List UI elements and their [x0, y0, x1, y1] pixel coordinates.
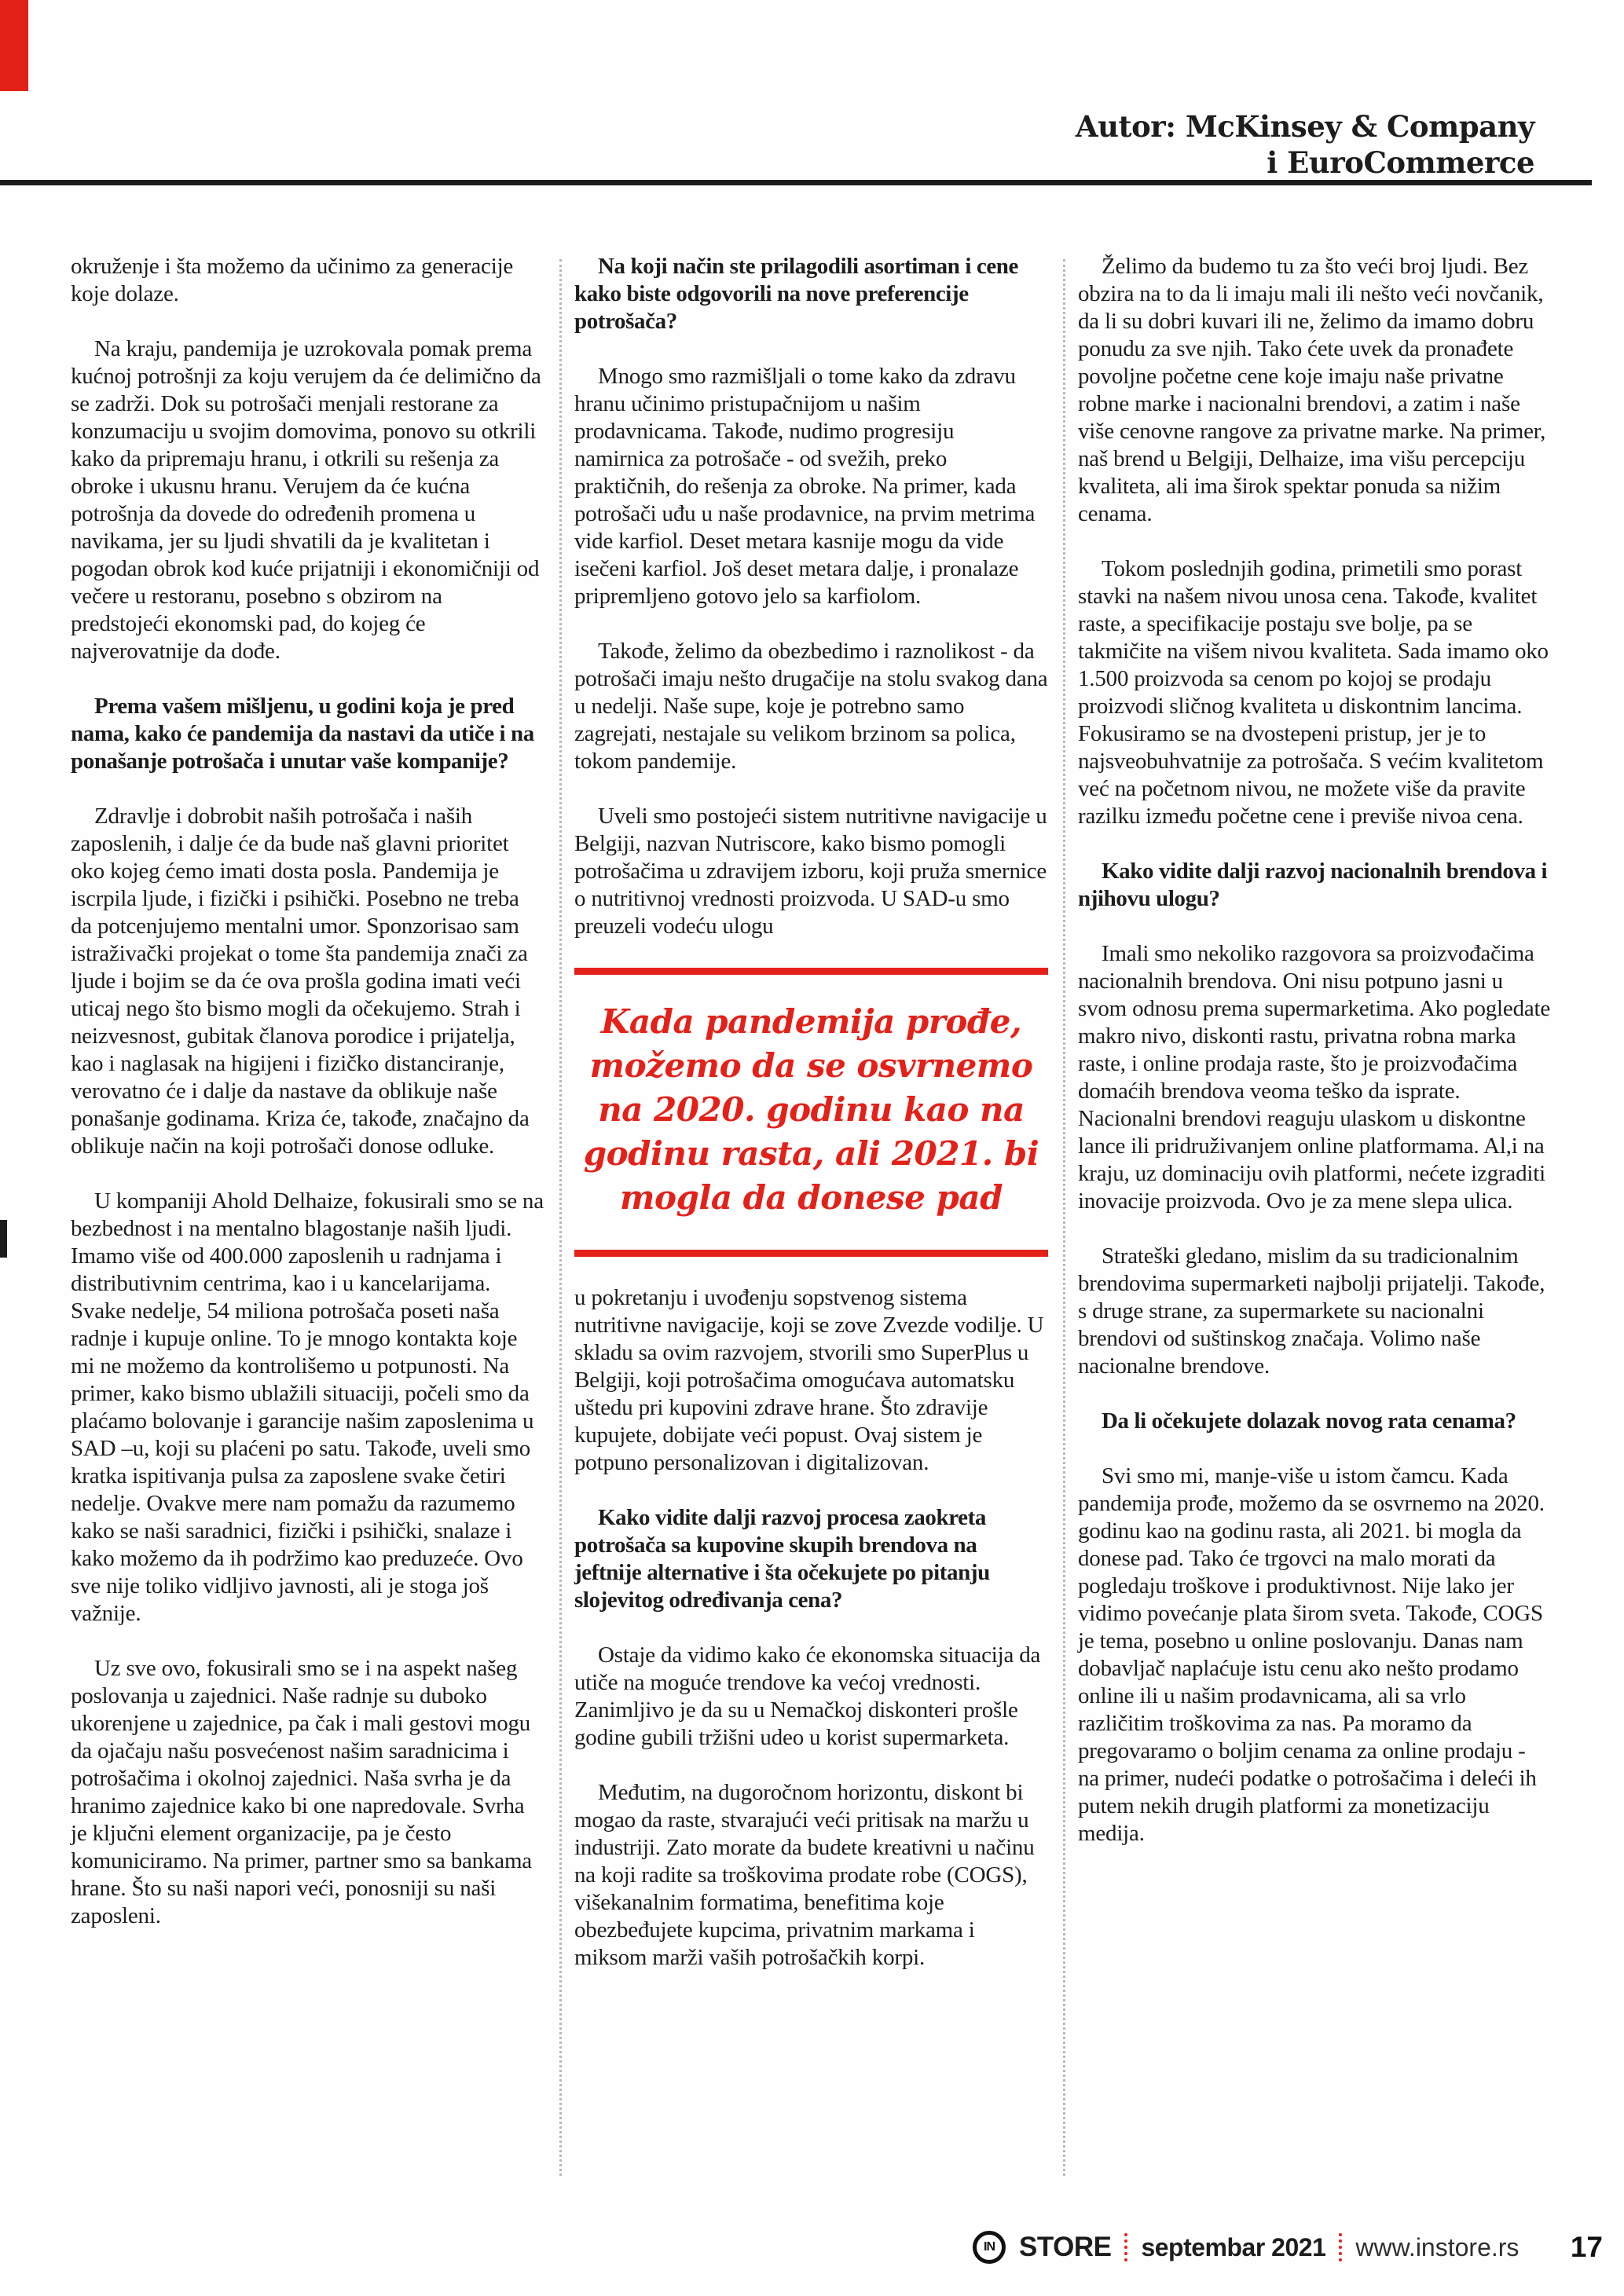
- interview-question: Kako vidite dalji razvoj nacionalnih brendova i njihovu ulogu?: [1078, 859, 1548, 911]
- interview-question: Kako vidite dalji razvoj procesa zaokreta potrošača sa kupovine skupih brendova na jeftnije alternative i šta očekujete po pitanju slojevitog određivanja cena?: [574, 1505, 990, 1613]
- paragraph: Uveli smo postojeći sistem nutritivne navigacije u Belgiji, nazvan Nutriscore, kako bismo pomogli potrošačima u zdravijem izboru, koji pruža smernice o nutritivnoj vrednosti proizvoda. U SAD-u smo preuzeli vodeću ulogu: [574, 804, 1047, 939]
- paragraph: Ostaje da vidimo kako će ekonomska situacija da utiče na moguće trendove ka većoj vrednosti. Zanimljivo je da su u Nemačkoj diskonteri prošle godine gubili tržišni udeo u korist supermarketa.: [574, 1642, 1041, 1750]
- column-1: [71, 253, 544, 1972]
- column-2: [574, 253, 1048, 1972]
- registration-mark: [0, 1220, 7, 1258]
- paragraph: Imali smo nekoliko razgovora sa proizvođačima nacionalnih brendova. Oni nisu potpuno jasni u svom odnosu prema supermarketima. Ako pogledate makro nivo, diskonti rastu, privatna robna marka raste, i online prodaja raste, što je proizvođačima domaćih brendova veoma teško da isprate. Nacionalni brendovi reaguju ulaskom u diskontne lance ili pridruživanjem online platformama. Al,i na kraju, uz dominaciju ovih platformi, nećete izgraditi inovacije proizvoda. Ovo je za mene slepa ulica.: [1078, 941, 1551, 1214]
- pull-quote-text: Kada pandemija prođe, možemo da se osvrnemo na 2020. godinu kao na godinu rasta, ali 2021. bi mogla da donese pad: [583, 1002, 1039, 1217]
- paragraph: okruženje i šta možemo da učinimo za generacije koje dolaze.: [71, 254, 514, 306]
- interview-question: Prema vašem mišljenu, u godini koja je pred nama, kako će pandemija da nastavi da utiče i na ponašanje potrošača i unutar vaše kompanije?: [71, 694, 534, 774]
- header-rule: [0, 180, 1592, 185]
- paragraph: Zdravlje i dobrobit naših potrošača i naših zaposlenih, i dalje će da bude naš glavni prioritet oko kojeg ćemo imati dosta posla. Pandemija je iscrpila ljude, i fizički i psihički. Posebno ne treba da potcenjujemo mentalni umor. Sponzorisao sam istraživački projekat o tome šta pandemija znači za ljude i bojim se da će ova prošla godina imati veći uticaj nego što bismo mogli da očekujemo. Strah i neizvesnost, gubitak članova porodice i prijatelja, kao i naglasak na higijeni i fizičko distanciranje, verovatno će i dalje da nastave da oblikuje naše ponašanje godinama. Kriza će, takođe, značajno da oblikuje način na koji potrošači donose odluke.: [71, 804, 530, 1159]
- author-credit: [1076, 108, 1534, 181]
- article-body: [71, 253, 1552, 1972]
- paragraph: Međutim, na dugoročnom horizontu, diskont bi mogao da raste, stvarajući veći pritisak na maržu u industriji. Zato morate da budete kreativni u načinu na koji radite sa troškovima prodate robe (COGS), višekanalnim formatima, benefitima koje obezbeđujete kupcima, privatnim markama i miksom marži vaših potrošačkih korpi.: [574, 1780, 1035, 1970]
- issue-date: septembar 2021: [1141, 2232, 1326, 2261]
- paragraph: Na kraju, pandemija je uzrokovala pomak prema kućnoj potrošnji za koju verujem da će delimično da se zadrži. Dok su potrošači menjali restorane za konzumaciju u svojim domovima, ponovo su otkrili kako da pripremaju hranu, i otkrili su rešenja za obroke i ukusnu hranu. Verujem da će kućna potrošnja da dovede do određenih promena u navikama, jer su ljudi shvatili da je kvalitetan i pogodan obrok kod kuće prijatniji i ekonomičniji od večere u restoranu, posebno s obzirom na predstojeći ekonomski pad, do kojeg će najverovatnije da dođe.: [71, 336, 541, 664]
- page-footer: [973, 2231, 1519, 2264]
- paragraph: Uz sve ovo, fokusirali smo se i na aspekt našeg poslovanja u zajednici. Naše radnje su duboko ukorenjene u zajednice, pa čak i mali gestovi mogu da ojačaju našu posvećenost našim saradnicima i potrošačima i okolnoj zajednici. Naša svrha je da hranimo zajednice kako bi one napredovale. Svrha je ključni element organizacije, pa je često komuniciramo. Na primer, partner smo sa bankama hrane. Što su naši napori veći, ponosniji su naši zaposleni.: [71, 1656, 532, 1928]
- pull-quote: [574, 968, 1048, 1257]
- website-url: www.instore.rs: [1355, 2232, 1520, 2261]
- author-line-1: Autor: McKinsey & Company: [1075, 109, 1534, 144]
- paragraph: Želimo da budemo tu za što veći broj ljudi. Bez obzira na to da li imaju mali ili nešto veći novčanik, da li su dobri kuvari ili ne, želimo da imamo dobru ponudu za sve njih. Tako ćete uvek da pronađete povoljne početne cene koje imaju naše privatne robne marke i nacionalni brendovi, a zatim i naše više cenovne rangove za privatne marke. Na primer, naš brend u Belgiji, Delhaize, ima višu percepciju kvaliteta, ali ima širok spektar ponuda sa nižim cenama.: [1078, 254, 1546, 526]
- paragraph: Svi smo mi, manje-više u istom čamcu. Kada pandemija prođe, možemo da se osvrnemo na 2020. godinu kao na godinu rasta, ali 2021. bi mogla da donese pad. Tako će trgovci na malo morati da pogledaju troškove i produktivnost. Nije lako jer vidimo povećanje plata širom sveta. Takođe, COGS je tema, posebno u online poslovanju. Danas nam dobavljač naplaćuje istu cenu ako nešto prodamo online ili u našim prodavnicama, ali sa vrlo različitim troškovima za nas. Pa moramo da pregovaramo o boljim cenama za online prodaju - na primer, nudeći podatke o potrošačima i deleći ih putem nekih drugih platformi za monetizaciju medija.: [1078, 1463, 1545, 1846]
- page-number: 17: [1570, 2231, 1603, 2263]
- author-line-2: i EuroCommerce: [1267, 145, 1534, 180]
- paragraph: Takođe, želimo da obezbedimo i raznolikost - da potrošači imaju nešto drugačije na stolu svakog dana u nedelji. Naše supe, koje je potrebno samo zagrejati, nestajale su velikom brzinom sa polica, tokom pandemije.: [574, 639, 1048, 774]
- paragraph: Mnogo smo razmišljali o tome kako da zdravu hranu učinimo pristupačnijom u našim prodavnicama. Takođe, nudimo progresiju namirnica za potrošače - od svežih, preko praktičnih, do rešenja za obroke. Na primer, kada potrošači uđu u naše prodavnice, na prvim metrima vide karfiol. Deset metara kasnije mogu da vide isečeni karfiol. Još deset metara dalje, i pronalaze pripremljeno gotovo jelo sa karfiolom.: [574, 364, 1036, 609]
- magazine-brand: STORE: [1019, 2232, 1112, 2262]
- column-3: [1078, 253, 1552, 1972]
- paragraph: Strateški gledano, mislim da su tradicionalnim brendovima supermarketi najbolji prijatelji. Takođe, s druge strane, za supermarkete su nacionalni brendovi od suštinskog značaja. Volimo naše nacionalne brendove.: [1078, 1243, 1545, 1379]
- paragraph: U kompaniji Ahold Delhaize, fokusirali smo se na bezbednost i na mentalno blagostanje naših ljudi. Imamo više od 400.000 zaposlenih u radnjama i distributivnim centrima, kao i u kancelarijama. Svake nedelje, 54 miliona potrošača poseti naša radnje i kupuje online. To je mnogo kontakta koje mi ne možemo da kontrolišemo u potpunosti. Na primer, kako bismo ublažili situaciji, počeli smo da plaćamo bolovanje i garancije našim zaposlenima u SAD –u, koji su plaćeni po satu. Takođe, uveli smo kratka ispitivanja pulsa za zaposlene svake četiri nedelje. Ovakve mere nam pomažu da razumemo kako se naši saradnici, fizički i psihički, snalaze i kako možemo da ih podržimo kao preduzeće. Ovo sve nije toliko vidljivo javnosti, ali je stoga još važnije.: [71, 1188, 544, 1626]
- paragraph: Tokom poslednjih godina, primetili smo porast stavki na našem nivou unosa cena. Takođe, kvalitet raste, a specifikacije postaju sve bolje, pa se takmičite na višem nivou kvaliteta. Sada imamo oko 1.500 proizvoda sa cenom po kojoj se prodaju proizvodi sličnog kvaliteta u diskontnim lancima. Fokusiramo se na dvostepeni pristup, jer je to najsveobuhvatnije za potrošača. S većim kvalitetom već na početnom nivou, ne možete više da pravite razilku između početne cene i previše nivoa cena.: [1078, 556, 1549, 829]
- paragraph: u pokretanju i uvođenju sopstvenog sistema nutritivne navigacije, koji se zove Zvezde vodilje. U skladu sa ovim razvojem, stvorili smo SuperPlus u Belgiji, koji potrošačima omogućava automatsku uštedu pri kupovini zdrave hrane. Što zdravije kupujete, dobijate veći popust. Ovaj sistem je potpuno personalizovan i digitalizovan.: [574, 1285, 1044, 1475]
- footer-separator: [1124, 2233, 1127, 2261]
- footer-separator: [1339, 2233, 1342, 2261]
- instore-logo-icon: IN: [973, 2231, 1006, 2264]
- interview-question: Da li očekujete dolazak novog rata cenama?: [1102, 1408, 1516, 1434]
- interview-question: Na koji način ste prilagodili asortiman i cene kako biste odgovorili na nove preferencije potrošača?: [574, 254, 1019, 334]
- page-bleed-mark: [0, 0, 28, 91]
